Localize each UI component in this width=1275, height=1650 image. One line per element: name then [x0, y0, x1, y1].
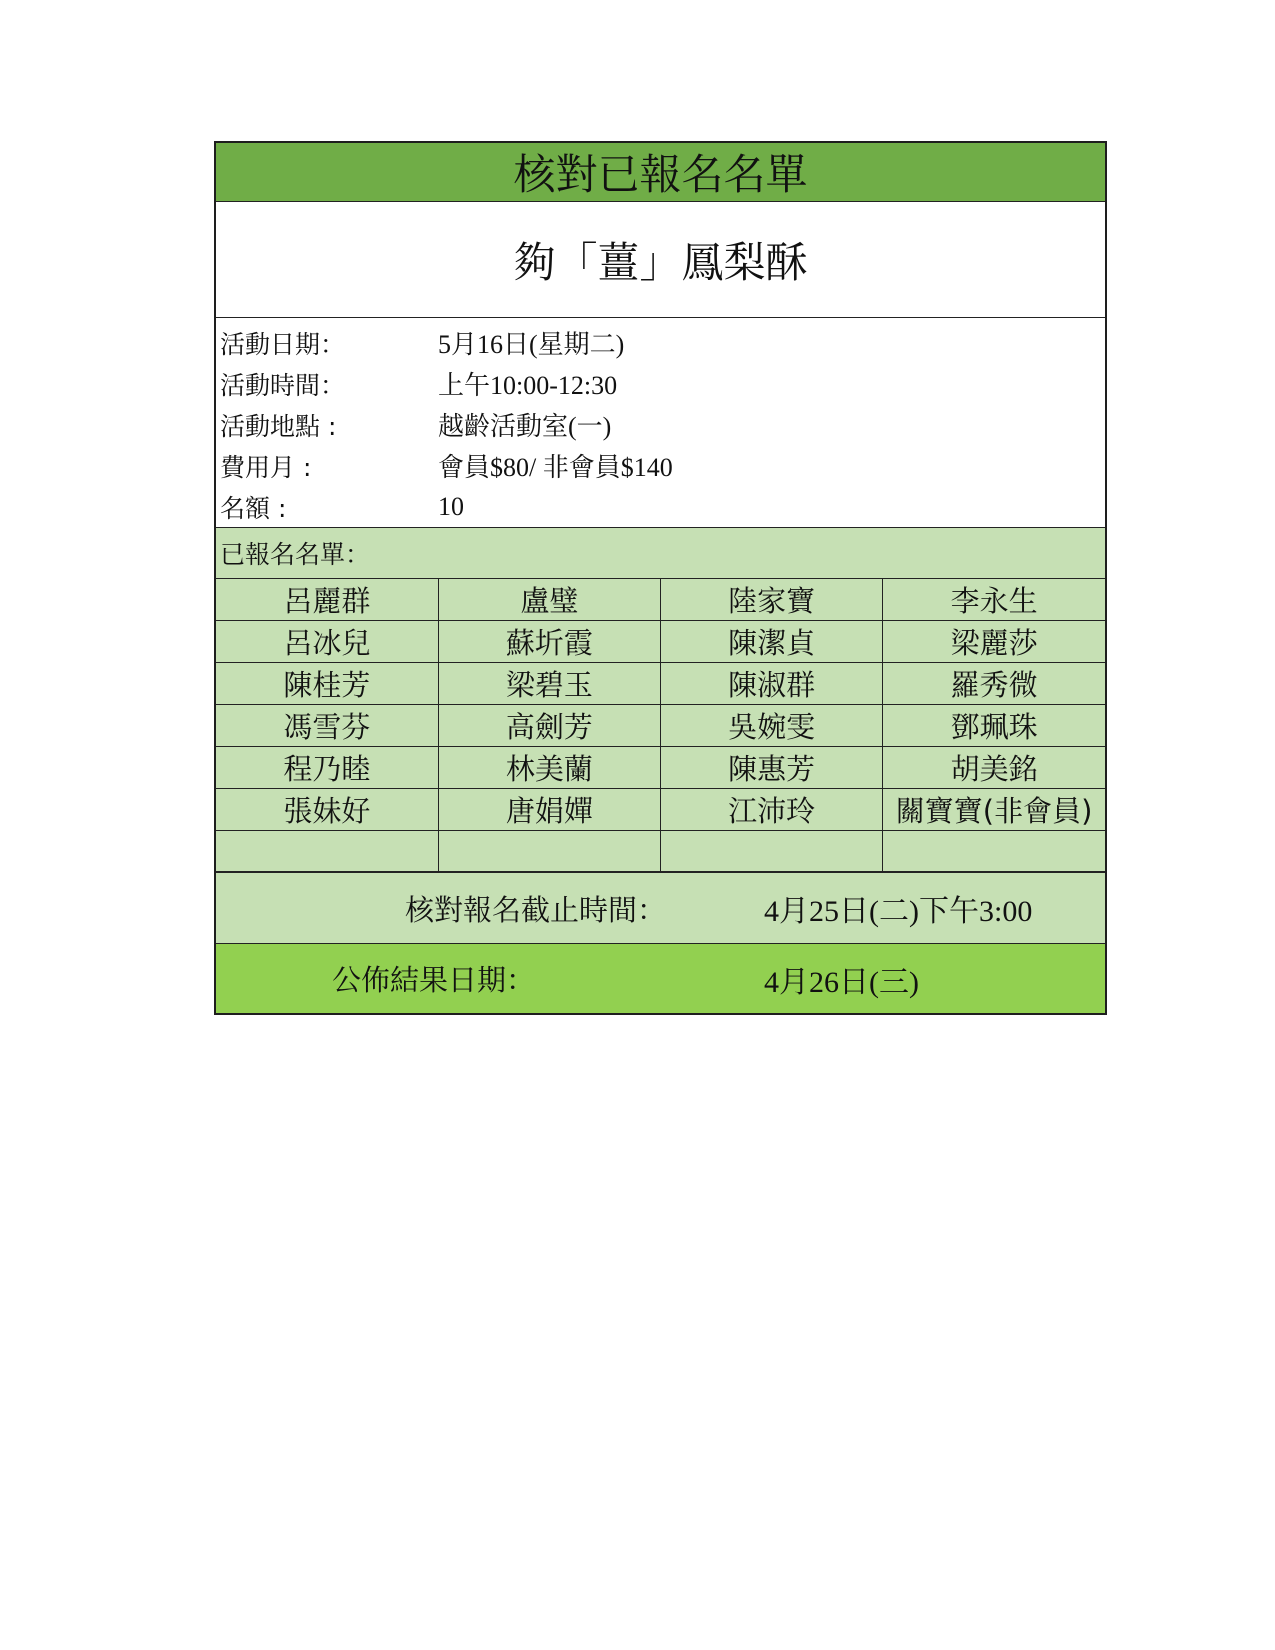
detail-row-fee [216, 445, 1105, 486]
name-cell: 陳惠芳 [661, 747, 883, 789]
name-cell: 羅秀微 [883, 663, 1105, 705]
table-row [216, 663, 1105, 705]
table-row [216, 579, 1105, 621]
detail-label: 活動時間： [220, 370, 346, 400]
activity-name-text: 夠「薑」鳳梨酥 [513, 237, 808, 287]
name-cell: 梁麗莎 [883, 621, 1105, 663]
detail-row-time [216, 363, 1105, 404]
table-row-empty [216, 831, 1105, 872]
detail-value: 會員$80/ 非會員$140 [438, 453, 673, 482]
name-cell: 程乃睦 [216, 747, 438, 789]
name-cell: 唐娟嬋 [438, 789, 660, 831]
name-cell: 李永生 [883, 579, 1105, 621]
sheet-title [216, 143, 1105, 202]
registration-sheet [214, 141, 1107, 1015]
detail-value: 5月16日(星期二) [438, 330, 625, 359]
name-cell: 陸家寶 [661, 579, 883, 621]
name-cell: 鄧珮珠 [883, 705, 1105, 747]
name-cell: 張妹好 [216, 789, 438, 831]
registered-list-header-text: 已報名名單： [220, 540, 371, 569]
registered-list-header [216, 528, 1105, 579]
sheet-title-text: 核對已報名名單 [513, 150, 808, 199]
activity-details [216, 318, 1105, 528]
result-value: 4月26日(三) [764, 965, 919, 999]
name-cell: 呂麗群 [216, 579, 438, 621]
detail-label: 活動地點 : [220, 411, 337, 441]
name-cell: 馮雪芬 [216, 705, 438, 747]
deadline-row [216, 872, 1105, 944]
table-row [216, 705, 1105, 747]
detail-value: 10 [438, 491, 464, 521]
name-cell: 胡美銘 [883, 747, 1105, 789]
name-cell: 陳桂芳 [216, 663, 438, 705]
result-row [216, 944, 1105, 1013]
name-cell [661, 831, 883, 872]
name-cell: 江沛玲 [661, 789, 883, 831]
name-cell [216, 831, 438, 872]
name-cell: 關寶寶(非會員) [883, 789, 1105, 831]
detail-value: 越齡活動室(一) [438, 412, 612, 441]
name-cell [438, 831, 660, 872]
detail-value: 上午10:00-12:30 [438, 371, 618, 400]
name-cell: 陳潔貞 [661, 621, 883, 663]
name-cell [883, 831, 1105, 872]
table-row [216, 789, 1105, 831]
name-cell: 梁碧玉 [438, 663, 660, 705]
name-cell: 吳婉雯 [661, 705, 883, 747]
deadline-label: 核對報名截止時間： [404, 892, 666, 927]
name-cell: 蘇圻霞 [438, 621, 660, 663]
registered-names-table [216, 579, 1105, 872]
deadline-value: 4月25日(二)下午3:00 [764, 895, 1033, 928]
name-cell: 盧璧 [438, 579, 660, 621]
table-row [216, 747, 1105, 789]
result-label: 公佈結果日期： [332, 963, 536, 997]
detail-row-date [216, 322, 1105, 363]
activity-name [216, 202, 1105, 318]
detail-row-quota [216, 486, 1105, 527]
name-cell: 林美蘭 [438, 747, 660, 789]
table-row [216, 621, 1105, 663]
detail-label: 名額 : [220, 493, 287, 523]
detail-row-location [216, 404, 1105, 445]
detail-label: 活動日期： [220, 329, 346, 359]
detail-label: 費用月 : [220, 452, 312, 482]
name-cell: 陳淑群 [661, 663, 883, 705]
name-cell: 呂冰兒 [216, 621, 438, 663]
name-cell: 高劍芳 [438, 705, 660, 747]
